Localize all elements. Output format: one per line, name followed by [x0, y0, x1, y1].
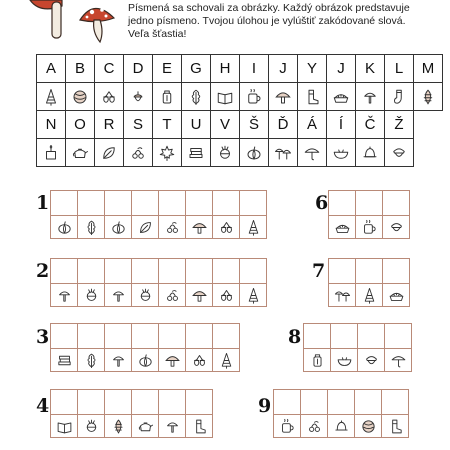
- book-icon: [56, 418, 73, 435]
- bell-icon: [333, 418, 350, 435]
- answer-box[interactable]: [304, 324, 331, 349]
- answer-box[interactable]: [132, 390, 159, 415]
- pie-icon: [332, 88, 350, 106]
- key-picture: [153, 139, 182, 167]
- yarn-ball-icon: [360, 418, 377, 435]
- key-letter: Y: [298, 55, 327, 83]
- puzzle-number: 1: [36, 192, 50, 214]
- clue-picture: [51, 284, 78, 307]
- key-picture: [37, 139, 66, 167]
- answer-box[interactable]: [51, 191, 78, 216]
- clue-picture: [78, 349, 105, 372]
- puzzle-grid: [50, 190, 267, 239]
- answer-box[interactable]: [105, 259, 132, 284]
- answer-box[interactable]: [186, 390, 213, 415]
- teapot-icon: [71, 144, 89, 162]
- books-icon: [187, 144, 205, 162]
- key-letter: Í: [327, 111, 356, 139]
- berries-icon: [164, 219, 181, 236]
- puzzle-grid: [328, 190, 410, 239]
- clue-picture: [132, 216, 159, 239]
- acorns-icon: [218, 219, 235, 236]
- clue-picture: [159, 284, 186, 307]
- umbrella-icon: [303, 144, 321, 162]
- answer-box[interactable]: [186, 259, 213, 284]
- clue-picture: [213, 284, 240, 307]
- puzzle-grid: [328, 258, 410, 307]
- mushroom-icon: [274, 88, 292, 106]
- mushroom-icon: [164, 352, 181, 369]
- key-letter: Ď: [269, 111, 298, 139]
- yarn-ball-icon: [71, 88, 89, 106]
- books-icon: [56, 352, 73, 369]
- answer-box[interactable]: [274, 390, 301, 415]
- clue-picture: [328, 415, 355, 438]
- clue-picture: [105, 349, 132, 372]
- leaf-icon: [100, 144, 118, 162]
- mug-icon: [279, 418, 296, 435]
- key-picture: [66, 139, 95, 167]
- small-mushroom-icon: [164, 418, 181, 435]
- mug-icon: [245, 88, 263, 106]
- answer-box[interactable]: [105, 390, 132, 415]
- clue-picture: [240, 216, 267, 239]
- answer-box[interactable]: [78, 191, 105, 216]
- answer-box[interactable]: [331, 324, 358, 349]
- mushroom-icon: [191, 287, 208, 304]
- berries-icon: [306, 418, 323, 435]
- lantern-icon: [158, 88, 176, 106]
- answer-box[interactable]: [240, 191, 267, 216]
- clue-picture: [240, 284, 267, 307]
- maple-leaf-icon: [158, 144, 176, 162]
- mushroom-cluster-icon: [334, 287, 351, 304]
- key-picture: [153, 83, 182, 111]
- book-icon: [216, 88, 234, 106]
- acorn-small-icon: [363, 352, 380, 369]
- bell-icon: [361, 144, 379, 162]
- tree-icon: [245, 219, 262, 236]
- clue-picture: [186, 216, 213, 239]
- berries-icon: [164, 287, 181, 304]
- puzzle-grid: [50, 258, 267, 307]
- mushroom-cluster-icon: [274, 144, 292, 162]
- key-letter: C: [95, 55, 124, 83]
- clue-picture: [329, 284, 356, 307]
- clue-picture: [304, 349, 331, 372]
- pumpkin-icon: [56, 219, 73, 236]
- answer-box[interactable]: [213, 191, 240, 216]
- clue-picture: [329, 216, 356, 239]
- answer-box[interactable]: [51, 390, 78, 415]
- answer-box[interactable]: [78, 259, 105, 284]
- oak-leaf-icon: [83, 352, 100, 369]
- answer-box[interactable]: [186, 324, 213, 349]
- key-picture: [269, 139, 298, 167]
- bowl-icon: [336, 352, 353, 369]
- acorns-icon: [218, 287, 235, 304]
- puzzle-number: 7: [312, 260, 326, 282]
- clue-picture: [355, 415, 382, 438]
- hedgehog-icon: [83, 287, 100, 304]
- key-picture: [211, 139, 240, 167]
- oak-leaf-icon: [187, 88, 205, 106]
- answer-box[interactable]: [383, 259, 410, 284]
- answer-box[interactable]: [159, 324, 186, 349]
- key-picture: [327, 139, 356, 167]
- mug-icon: [361, 219, 378, 236]
- key-picture: [385, 139, 414, 167]
- answer-box[interactable]: [358, 324, 385, 349]
- puzzle-number: 8: [288, 326, 302, 348]
- answer-box[interactable]: [186, 191, 213, 216]
- answer-box[interactable]: [355, 390, 382, 415]
- umbrella-icon: [390, 352, 407, 369]
- lantern-icon: [309, 352, 326, 369]
- clue-picture: [105, 284, 132, 307]
- pumpkin-icon: [245, 144, 263, 162]
- clue-picture: [213, 216, 240, 239]
- key-picture: [95, 139, 124, 167]
- key-letter: S: [124, 111, 153, 139]
- answer-box[interactable]: [132, 324, 159, 349]
- answer-box[interactable]: [51, 259, 78, 284]
- key-letter: Š: [240, 111, 269, 139]
- clue-picture: [78, 216, 105, 239]
- hedgehog-icon: [83, 418, 100, 435]
- mushroom-icon: [191, 219, 208, 236]
- answer-box[interactable]: [382, 390, 409, 415]
- key-letter: K: [356, 55, 385, 83]
- key-letter: B: [66, 55, 95, 83]
- key-picture: [269, 83, 298, 111]
- small-mushroom-icon: [110, 287, 127, 304]
- key-letter: I: [240, 55, 269, 83]
- hedgehog-icon: [216, 144, 234, 162]
- tree-icon: [42, 88, 60, 106]
- key-letter: L: [385, 55, 414, 83]
- clue-picture: [383, 284, 410, 307]
- acorn-small-icon: [388, 219, 405, 236]
- answer-box[interactable]: [240, 259, 267, 284]
- candle-icon: [42, 144, 60, 162]
- puzzle-number: 4: [36, 395, 50, 417]
- pie-icon: [388, 287, 405, 304]
- puzzle-number: 2: [36, 260, 50, 282]
- key-picture: [95, 83, 124, 111]
- clue-picture: [385, 349, 412, 372]
- key-picture: [385, 83, 414, 111]
- key-letter: H: [211, 55, 240, 83]
- tree-icon: [218, 352, 235, 369]
- oak-leaf-icon: [83, 219, 100, 236]
- key-picture: [240, 139, 269, 167]
- puzzle-grid: [50, 389, 213, 438]
- tree-icon: [361, 287, 378, 304]
- key-picture: [414, 83, 443, 111]
- acorns-icon: [191, 352, 208, 369]
- puzzle-grid: [273, 389, 409, 438]
- clue-picture: [383, 216, 410, 239]
- clue-picture: [51, 216, 78, 239]
- puzzle-grid: [303, 323, 412, 372]
- answer-box[interactable]: [132, 259, 159, 284]
- answer-box[interactable]: [105, 191, 132, 216]
- clue-picture: [159, 216, 186, 239]
- answer-box[interactable]: [78, 390, 105, 415]
- key-letter: R: [95, 111, 124, 139]
- clue-picture: [159, 415, 186, 438]
- key-letter: Č: [356, 111, 385, 139]
- answer-box[interactable]: [132, 191, 159, 216]
- cipher-key-table: [36, 54, 443, 167]
- key-letter: J: [269, 55, 298, 83]
- key-letter: Ž: [385, 111, 414, 139]
- clue-picture: [159, 349, 186, 372]
- key-letter: Á: [298, 111, 327, 139]
- pumpkin-icon: [110, 219, 127, 236]
- small-mushroom-icon: [56, 287, 73, 304]
- answer-box[interactable]: [78, 324, 105, 349]
- answer-box[interactable]: [356, 191, 383, 216]
- acorns-icon: [100, 88, 118, 106]
- pinecone-icon: [419, 88, 437, 106]
- teapot-icon: [137, 418, 154, 435]
- clue-picture: [358, 349, 385, 372]
- key-letter: V: [211, 111, 240, 139]
- answer-box[interactable]: [356, 259, 383, 284]
- key-letter: U: [182, 111, 211, 139]
- answer-box[interactable]: [329, 191, 356, 216]
- boot-icon: [387, 418, 404, 435]
- answer-box[interactable]: [329, 259, 356, 284]
- key-picture: [124, 139, 153, 167]
- pumpkin-icon: [137, 352, 154, 369]
- key-letter: E: [153, 55, 182, 83]
- clue-picture: [78, 284, 105, 307]
- clue-picture: [331, 349, 358, 372]
- instructions-text: Písmená sa schovali za obrázky. Každý obrázok predstavuje jedno písmeno. Tvojou úlohou je vylúštiť zakódované slová. Veľa šťastia!: [128, 2, 410, 40]
- key-letter: T: [153, 111, 182, 139]
- small-mushroom-icon: [361, 88, 379, 106]
- key-picture: [240, 83, 269, 111]
- answer-box[interactable]: [213, 259, 240, 284]
- puzzle-number: 6: [315, 192, 329, 214]
- key-letter: M: [414, 55, 443, 83]
- key-picture: [356, 83, 385, 111]
- key-letter: A: [37, 55, 66, 83]
- key-picture: [37, 83, 66, 111]
- answer-box[interactable]: [301, 390, 328, 415]
- answer-box[interactable]: [159, 259, 186, 284]
- small-mushroom-icon: [110, 352, 127, 369]
- tree-icon: [245, 287, 262, 304]
- clue-picture: [78, 415, 105, 438]
- sock-icon: [390, 88, 408, 106]
- clue-picture: [301, 415, 328, 438]
- answer-box[interactable]: [51, 324, 78, 349]
- clue-picture: [213, 349, 240, 372]
- answer-box[interactable]: [328, 390, 355, 415]
- key-picture: [124, 83, 153, 111]
- clue-picture: [186, 284, 213, 307]
- key-letter: G: [182, 55, 211, 83]
- clue-picture: [51, 415, 78, 438]
- pinecone-icon: [110, 418, 127, 435]
- boot-icon: [303, 88, 321, 106]
- clue-picture: [186, 415, 213, 438]
- answer-box[interactable]: [383, 191, 410, 216]
- leaf-icon: [137, 219, 154, 236]
- key-picture: [298, 139, 327, 167]
- clue-picture: [132, 284, 159, 307]
- puzzle-number: 3: [36, 326, 50, 348]
- key-letter: N: [37, 111, 66, 139]
- hedgehog-icon: [137, 287, 154, 304]
- clue-picture: [356, 284, 383, 307]
- clue-picture: [356, 216, 383, 239]
- acorn-icon: [129, 88, 147, 106]
- acorn-small-icon: [390, 144, 408, 162]
- answer-box[interactable]: [159, 191, 186, 216]
- mushroom-decoration: [22, 0, 122, 46]
- puzzle-grid: [50, 323, 240, 372]
- key-letter: O: [66, 111, 95, 139]
- pie-icon: [334, 219, 351, 236]
- puzzle-number: 9: [258, 395, 272, 417]
- berries-icon: [129, 144, 147, 162]
- key-picture: [182, 83, 211, 111]
- answer-box[interactable]: [159, 390, 186, 415]
- boot-icon: [191, 418, 208, 435]
- clue-picture: [105, 415, 132, 438]
- key-picture: [327, 83, 356, 111]
- key-picture: [182, 139, 211, 167]
- clue-picture: [382, 415, 409, 438]
- clue-picture: [51, 349, 78, 372]
- clue-picture: [132, 349, 159, 372]
- clue-picture: [105, 216, 132, 239]
- key-picture: [211, 83, 240, 111]
- clue-picture: [274, 415, 301, 438]
- key-picture: [66, 83, 95, 111]
- key-picture: [356, 139, 385, 167]
- clue-picture: [186, 349, 213, 372]
- bowl-icon: [332, 144, 350, 162]
- key-letter: D: [124, 55, 153, 83]
- clue-picture: [132, 415, 159, 438]
- key-letter: J: [327, 55, 356, 83]
- answer-box[interactable]: [213, 324, 240, 349]
- key-picture: [298, 83, 327, 111]
- answer-box[interactable]: [385, 324, 412, 349]
- answer-box[interactable]: [105, 324, 132, 349]
